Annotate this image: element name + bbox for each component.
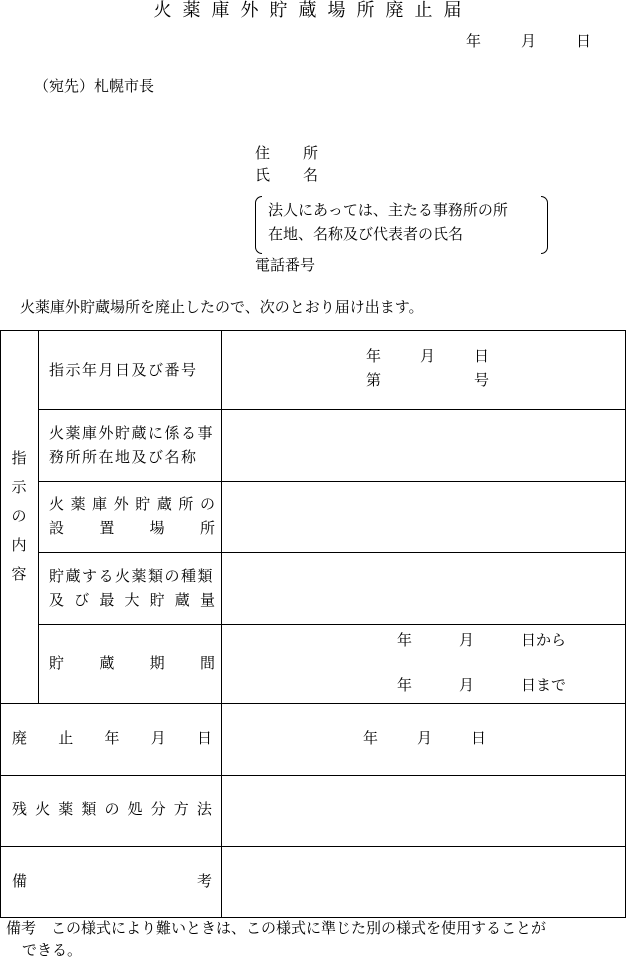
designation-date-value: 年 月 日 (366, 347, 490, 365)
submission-date (466, 34, 591, 49)
office-label-line1: 火薬庫外貯蔵に係る事 (49, 424, 215, 442)
disposal-method-label: 残 火 薬 類 の 処 分 方 法 (12, 800, 212, 818)
row-divider (38, 624, 626, 625)
abolish-date-value: 年 月 日 (363, 729, 487, 747)
date-year: 年 (466, 32, 482, 50)
site-label-line2: 設 置 場 所 (49, 519, 215, 537)
footnote-line1: 備考 この様式により難いときは、この様式に準じた別の様式を使用することが (6, 919, 547, 937)
row-divider (38, 552, 626, 553)
abolish-date-label: 廃 止 年 月 日 (12, 729, 212, 747)
row-divider (0, 703, 626, 704)
designation-label: 指示年月日及び番号 (49, 360, 198, 379)
row-divider (0, 775, 626, 776)
address-label: 住 所 (255, 144, 319, 162)
date-day: 日 (576, 32, 592, 50)
period-from-value: 年 月 日から (397, 631, 567, 649)
date-month: 月 (521, 32, 537, 50)
remarks-label: 備 考 (12, 872, 212, 890)
row-divider (38, 409, 626, 410)
form-title: 火薬庫外貯蔵場所廃止届 (153, 0, 473, 21)
period-label: 貯 蔵 期 間 (49, 654, 215, 672)
statement: 火薬庫外貯蔵場所を廃止したので、次のとおり届け出ます。 (20, 298, 424, 316)
name-label: 氏 名 (255, 166, 319, 184)
phone-label: 電話番号 (255, 256, 316, 274)
corporate-note-line2: 在地、名称及び代表者の氏名 (268, 225, 464, 243)
group-label-instruction-content: 指 示 の 内 容 (11, 449, 27, 583)
office-label-line2: 務所所在地及び名称 (49, 448, 198, 466)
addressee: （宛先）札幌市長 (34, 77, 155, 95)
group-divider (38, 330, 39, 703)
corporate-note-bracket (255, 196, 548, 254)
form-table (0, 330, 626, 918)
corporate-note-line1: 法人にあっては、主たる事務所の所 (268, 201, 508, 219)
site-label-line1: 火 薬 庫 外 貯 蔵 所 の (49, 495, 215, 513)
left-bracket (255, 196, 262, 254)
table-border-bottom (0, 917, 626, 918)
kind-label-line1: 貯蔵する火薬類の種類 (49, 567, 215, 585)
kind-label-line2: 及 び 最 大 貯 蔵 量 (49, 591, 215, 609)
designation-number-value: 第 号 (366, 371, 490, 389)
period-to-value: 年 月 日まで (397, 676, 567, 694)
row-divider (0, 846, 626, 847)
row-divider (38, 481, 626, 482)
footnote-line2: できる。 (22, 941, 83, 959)
column-divider (221, 330, 222, 918)
right-bracket (541, 196, 548, 254)
